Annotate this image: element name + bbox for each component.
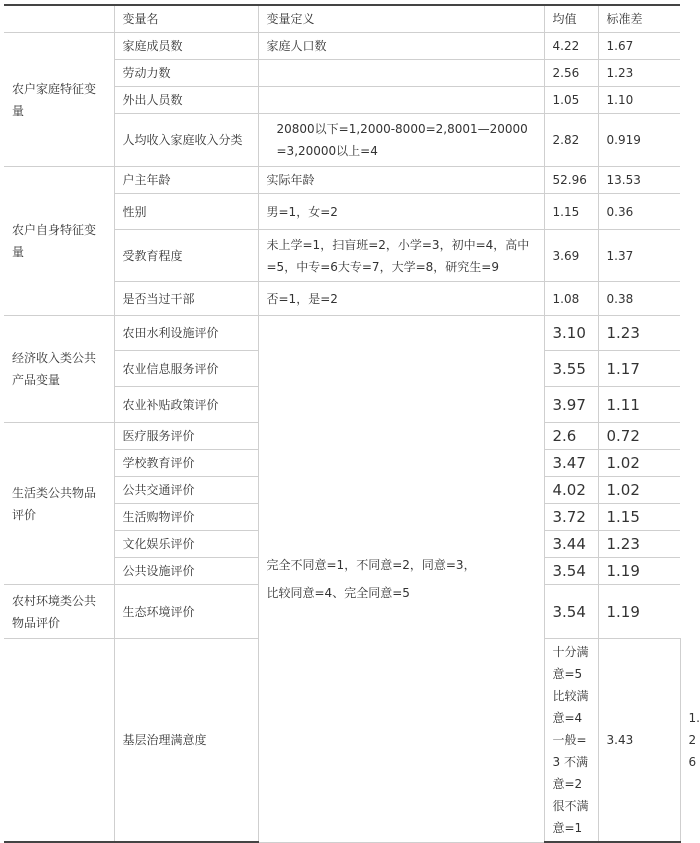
row-mean: 3.10 [544, 316, 598, 351]
row-mean: 1.15 [544, 194, 598, 230]
row-mean: 4.02 [544, 477, 598, 504]
row-definition: 男=1，女=2 [258, 194, 544, 230]
row-sd: 1.67 [598, 33, 680, 60]
row-name: 家庭成员数 [114, 33, 258, 60]
row-name: 户主年龄 [114, 167, 258, 194]
row-mean: 1.05 [544, 87, 598, 114]
header-row [4, 5, 680, 33]
row-definition [258, 87, 544, 114]
row-definition: 未上学=1，扫盲班=2，小学=3，初中=4，高中=5，中专=6大专=7，大学=8，研究生=9 [258, 230, 544, 282]
row-name: 人均收入家庭收入分类 [114, 114, 258, 167]
row-mean: 3.55 [544, 351, 598, 387]
row-name: 农业信息服务评价 [114, 351, 258, 387]
row-mean: 3.69 [544, 230, 598, 282]
row-mean: 2.82 [544, 114, 598, 167]
table-row [4, 167, 680, 194]
row-name: 性别 [114, 194, 258, 230]
table-row [4, 33, 680, 60]
row-sd: 0.38 [598, 282, 680, 316]
row-sd: 1.17 [598, 351, 680, 387]
row-name: 农业补贴政策评价 [114, 387, 258, 423]
row-definition: 20800以下=1,2000-8000=2,8001—20000=3,20000以上=4 [258, 114, 544, 167]
row-definition: 家庭人口数 [258, 33, 544, 60]
row-mean: 3.54 [544, 585, 598, 639]
row-mean: 3.54 [544, 558, 598, 585]
group-label: 农户自身特征变量 [4, 167, 114, 316]
row-name: 基层治理满意度 [114, 639, 258, 843]
table-row [4, 316, 680, 351]
row-definition [258, 60, 544, 87]
row-name: 公共交通评价 [114, 477, 258, 504]
row-definition: 实际年龄 [258, 167, 544, 194]
row-definition: 十分满意=5 比较满意=4 一般=3 不满意=2 很不满意=1 [544, 639, 598, 843]
row-name: 农田水利设施评价 [114, 316, 258, 351]
group-label: 农户家庭特征变量 [4, 33, 114, 167]
row-definition: 否=1，是=2 [258, 282, 544, 316]
row-mean: 1.08 [544, 282, 598, 316]
row-name: 是否当过干部 [114, 282, 258, 316]
row-sd: 1.23 [598, 60, 680, 87]
row-sd: 1.19 [598, 585, 680, 639]
header-name: 变量名 [114, 5, 258, 33]
row-name: 受教育程度 [114, 230, 258, 282]
row-mean: 3.97 [544, 387, 598, 423]
header-group [4, 5, 114, 33]
row-sd: 0.72 [598, 423, 680, 450]
row-name: 医疗服务评价 [114, 423, 258, 450]
row-sd: 1.15 [598, 504, 680, 531]
group-label: 经济收入类公共产品变量 [4, 316, 114, 423]
row-sd: 0.36 [598, 194, 680, 230]
row-sd: 1.11 [598, 387, 680, 423]
row-mean: 3.47 [544, 450, 598, 477]
group-label: 生活类公共物品评价 [4, 423, 114, 585]
shared-definition-line2: 比较同意=4、完全同意=5 [266, 585, 410, 600]
row-mean: 3.72 [544, 504, 598, 531]
header-definition: 变量定义 [258, 5, 544, 33]
row-sd: 1.02 [598, 450, 680, 477]
row-sd: 1.19 [598, 558, 680, 585]
group-label [4, 639, 114, 843]
row-name: 外出人员数 [114, 87, 258, 114]
row-mean: 4.22 [544, 33, 598, 60]
row-name: 生态环境评价 [114, 585, 258, 639]
row-sd: 1.37 [598, 230, 680, 282]
row-sd: 0.919 [598, 114, 680, 167]
row-sd: 1.02 [598, 477, 680, 504]
shared-definition-line1: 完全不同意=1，不同意=2，同意=3， [266, 557, 476, 572]
row-sd: 1.23 [598, 531, 680, 558]
row-name: 劳动力数 [114, 60, 258, 87]
header-mean: 均值 [544, 5, 598, 33]
row-sd: 1.23 [598, 316, 680, 351]
table-row: 基层治理满意度 十分满意=5 比较满意=4 一般=3 不满意=2 很不满意=1 3.43 1.26 [4, 639, 680, 843]
variable-table [4, 4, 700, 843]
row-sd: 1.10 [598, 87, 680, 114]
row-name: 公共设施评价 [114, 558, 258, 585]
shared-definition [258, 316, 544, 843]
header-sd: 标准差 [598, 5, 680, 33]
row-mean: 52.96 [544, 167, 598, 194]
row-name: 文化娱乐评价 [114, 531, 258, 558]
group-label: 农村环境类公共物品评价 [4, 585, 114, 639]
row-mean: 3.44 [544, 531, 598, 558]
row-name: 学校教育评价 [114, 450, 258, 477]
row-sd: 13.53 [598, 167, 680, 194]
row-name: 生活购物评价 [114, 504, 258, 531]
row-mean: 2.6 [544, 423, 598, 450]
row-mean: 2.56 [544, 60, 598, 87]
row-mean: 3.43 [598, 639, 680, 843]
